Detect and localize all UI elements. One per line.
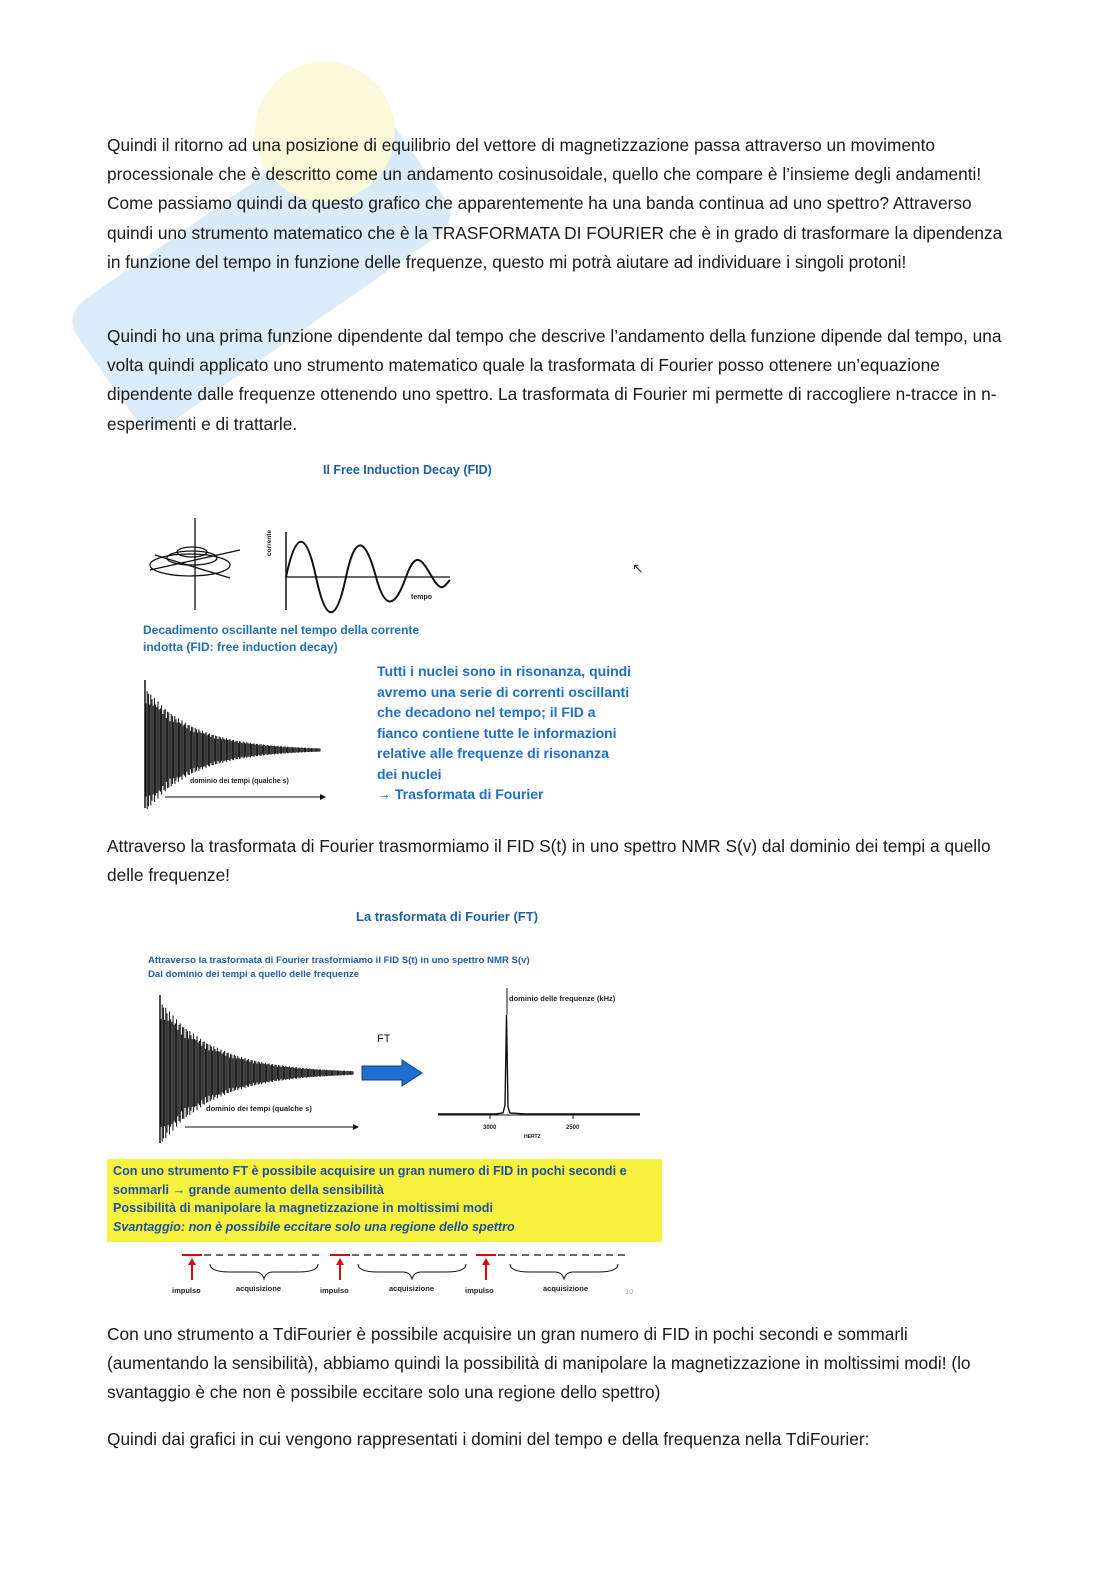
acquisition-label: acquisizione — [236, 1284, 282, 1293]
fig1-caption-line2: indotta (FID: free induction decay) — [143, 640, 338, 654]
precession-and-fid-diagram — [140, 510, 470, 620]
callout-line: che decadono nel tempo; il FID a — [377, 704, 596, 720]
slide-number: 10 — [625, 1287, 634, 1296]
paragraph-1: Quindi il ritorno ad una posizione di equilibrio del vettore di magnetizzazione passa attraverso un movimento processionale che è descritto come un andamento cosinusoidale, quello che compare è l’insieme degli andamenti! Come passiamo quindi da questo grafico che apparentemente ha una banda continua ad uno spettro? Attraverso quindi uno strumento matematico che è la TRASFORMATA DI FOURIER che è in grado di trasformare la dipendenza in funzione del tempo in funzione delle frequenze, questo mi potrà aiutare ad individuare i singoli protoni! — [107, 135, 1003, 272]
impulse-label: impulso — [320, 1286, 349, 1295]
fig1-title: Il Free Induction Decay (FID) — [323, 463, 492, 477]
ft-label: FT — [377, 1033, 391, 1045]
tick-3000: 3000 — [483, 1125, 497, 1131]
impulse-label: impulso — [465, 1286, 494, 1295]
nmr-spectrum-plot — [435, 985, 645, 1125]
tick-2500: 2500 — [566, 1125, 580, 1131]
callout-line: relative alle frequenze di risonanza — [377, 745, 609, 761]
paragraph-4: Con uno strumento a TdiFourier è possibile acquisire un gran numero di FID in pochi secondi e sommarli (aumentando la sensibilità), abbiamo quindi la possibilità di manipolare la magnetizzazione in moltissimi modi! (lo svantaggio è che non è possibile eccitare solo una regione dello spettro) — [107, 1324, 971, 1403]
fig2-subtitle — [148, 954, 530, 982]
fig1-decay-axis-label: dominio dei tempi (qualche s) — [190, 778, 289, 785]
fig1-x-label: tempo — [411, 594, 432, 601]
box-line: Con uno strumento FT è possibile acquisire un gran numero di FID in pochi secondi e — [113, 1164, 627, 1178]
fig2-title: La trasformata di Fourier (FT) — [356, 909, 539, 924]
unit-label: HERTZ — [524, 1134, 541, 1140]
callout-line: → Trasformata di Fourier — [377, 786, 544, 802]
paragraph-2: Quindi ho una prima funzione dipendente dal tempo che descrive l’andamento della funzione dipende dal tempo, una volta quindi applicato uno strumento matematico quale la trasformata di Fourier posso ottenere un’equazione dipendente dalle frequenze ottenendo uno spettro. La trasformata di Fourier mi permette di raccogliere n-tracce in n-esperimenti e di trattarle. — [107, 326, 1002, 434]
fid-decay-plot-2 — [155, 995, 365, 1145]
cursor-icon: ↖ — [632, 560, 644, 576]
box-line: Possibilità di manipolare la magnetizzazione in moltissimi modi — [113, 1201, 493, 1215]
acquisition-label: acquisizione — [389, 1284, 435, 1293]
fig2-subtitle-line1: Attraverso la trasformata di Fourier trasformiamo il FID S(t) in uno spettro NMR S(v) — [148, 955, 530, 966]
callout-line: Tutti i nuclei sono in risonanza, quindi — [377, 663, 632, 679]
box-line: sommarli → grande aumento della sensibilità — [113, 1182, 384, 1197]
ft-arrow-icon — [360, 1058, 424, 1088]
watermark-logo — [20, 40, 520, 520]
fig1-caption — [143, 622, 419, 656]
impulse-label: impulso — [172, 1286, 201, 1295]
paragraph-5: Quindi dai grafici in cui vengono rappresentati i domini del tempo e della frequenza nella TdiFourier: — [107, 1429, 870, 1449]
acquisition-label: acquisizione — [543, 1284, 589, 1293]
fig2-freq-axis-label: dominio delle frequenze (kHz) — [509, 994, 616, 1003]
callout-line: dei nuclei — [377, 765, 442, 782]
fig1-callout — [377, 661, 667, 805]
fig1-caption-line1: Decadimento oscillante nel tempo della corrente — [143, 623, 420, 637]
box-line: Svantaggio: non è possibile eccitare solo una regione dello spettro — [113, 1219, 515, 1234]
fid-decay-plot-1 — [140, 680, 330, 810]
fig2-time-axis-label: dominio dei tempi (qualche s) — [206, 1104, 312, 1113]
callout-line: avremo una serie di correnti oscillanti — [377, 683, 630, 700]
pulse-sequence-diagram — [170, 1252, 640, 1286]
paragraph-3: Attraverso la trasformata di Fourier trasmormiamo il FID S(t) in uno spettro NMR S(v) dal dominio dei tempi a quello delle frequenze! — [107, 836, 991, 886]
fig1-y-label: corrente — [266, 529, 273, 556]
fig2-subtitle-line2: Dal dominio dei tempi a quello delle frequenze — [148, 969, 360, 980]
callout-line: fianco contiene tutte le informazioni — [377, 724, 617, 741]
highlight-box — [107, 1159, 662, 1242]
